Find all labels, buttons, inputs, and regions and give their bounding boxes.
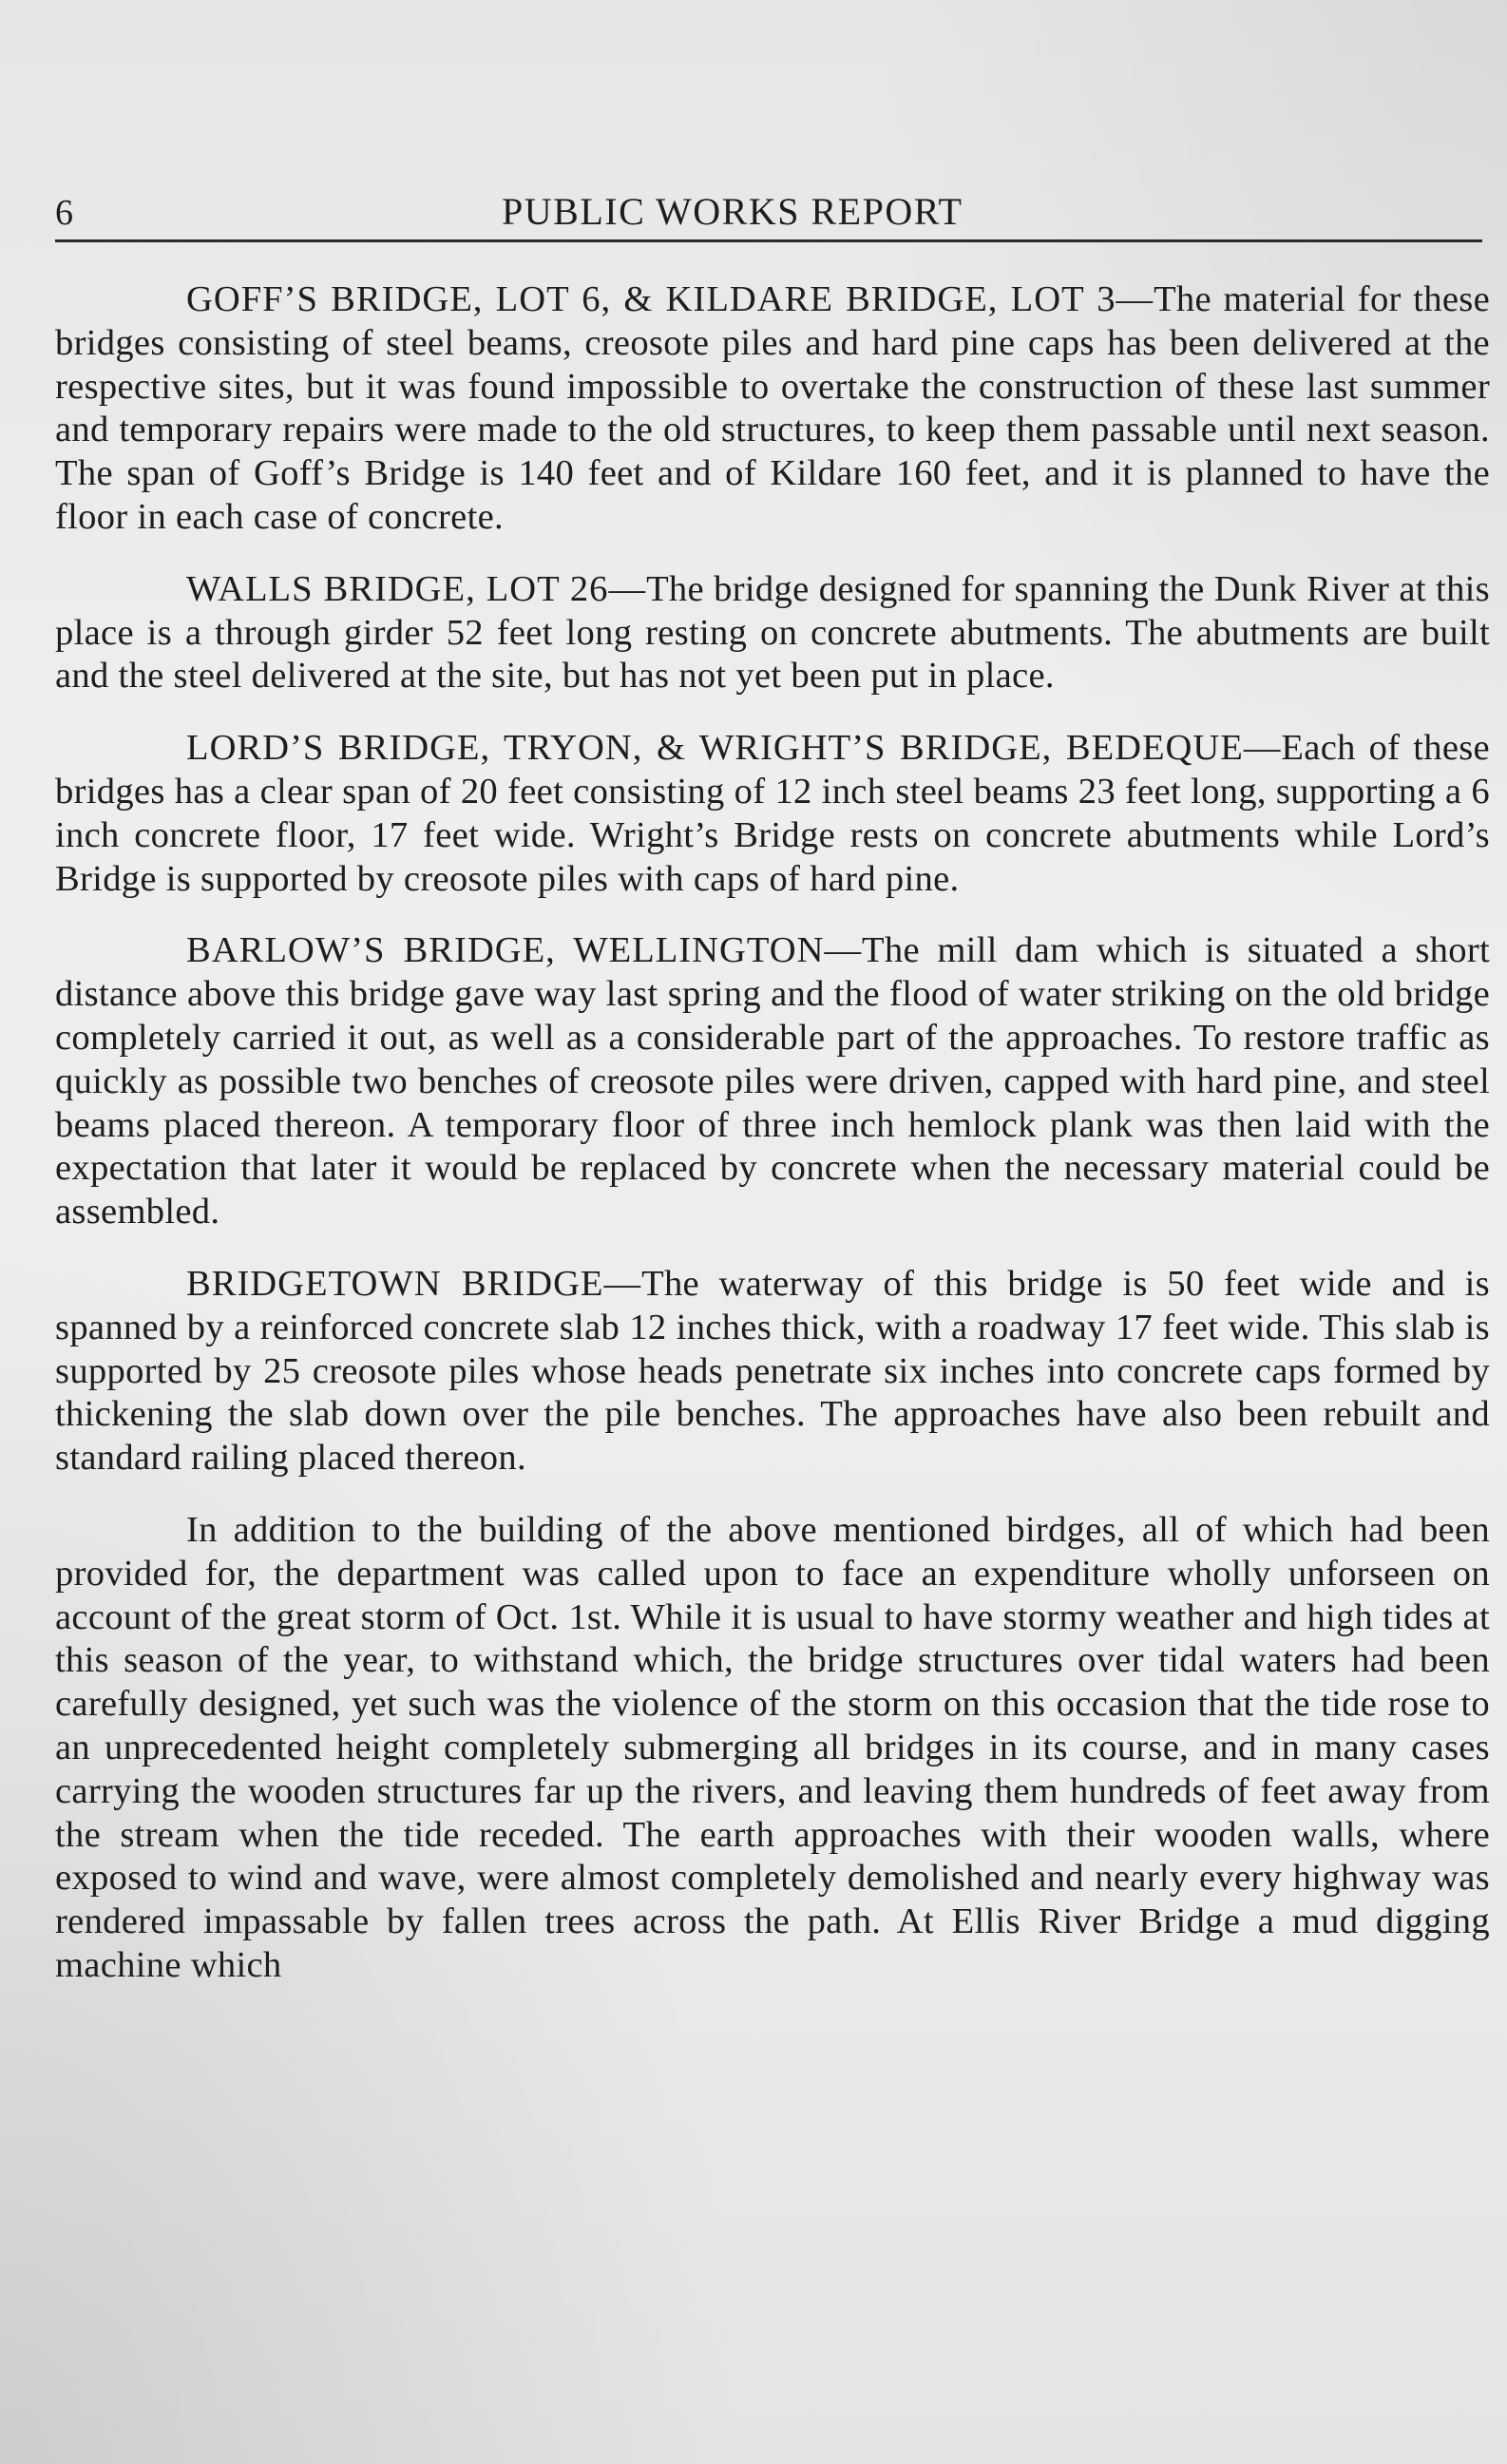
running-title: PUBLIC WORKS REPORT [502, 190, 963, 233]
section-heading: BRIDGETOWN BRIDGE— [186, 1263, 642, 1304]
page-number: 6 [55, 193, 74, 233]
paragraph-text: The bridge designed for spanning the Dunk River at this place is a through girder 52 feet long resting on concrete abutments. The abutments are built and the steel delivered at the site, but has not yet been put in place. [55, 568, 1490, 697]
section-heading: LORD’S BRIDGE, TRYON, & WRIGHT’S BRIDGE, BEDEQUE— [186, 728, 1282, 769]
section-heading: GOFF’S BRIDGE, LOT 6, & KILDARE BRIDGE, LOT 3— [186, 279, 1154, 319]
section-heading: BARLOW’S BRIDGE, WELLINGTON— [186, 930, 863, 971]
paragraph-text: Each of these bridges has a clear span of 20 feet consisting of 12 inch steel beams 23 feet long, supporting a 6 inch concrete floor, 17 feet wide. Wright’s Bridge rests on concrete abutments while Lord’s Bridge is supported by creosote piles with caps of hard pine. [55, 728, 1490, 899]
body-text [55, 278, 1490, 1988]
paragraph-text: The mill dam which is situated a short distance above this bridge gave way last spring and the flood of water striking on the old bridge completely carried it out, as well as a considerable part of the approaches. To restore traffic as quickly as possible two benches of creosote piles were driven, capped with hard pine, and steel beams placed thereon. A temporary floor of three inch hemlock plank was then laid with the expectation that later it would be replaced by concrete when the necessary material could be assembled. [55, 930, 1490, 1232]
paragraph-lords-wrights-bridge [55, 727, 1490, 901]
paragraph-goffs-kildare-bridge [55, 278, 1490, 540]
paragraph-bridgetown-bridge [55, 1263, 1490, 1480]
paragraph-text: In addition to the building of the above mentioned birdges, all of which had been provided for, the department was called upon to face an expenditure wholly unforseen on account of the great storm of Oct. 1st. While it is usual to have stormy weather and high tides at this season of the year, to withstand which, the bridge structures over tidal waters had been carefully designed, yet such was the violence of the storm on this occasion that the tide rose to an unprecedented height completely submerging all bridges in its course, and in many cases carrying the wooden structures far up the rivers, and leaving them hundreds of feet away from the stream when the tide receded. The earth approaches with their wooden walls, where exposed to wind and wave, were almost completely demolished and nearly every highway was rendered impassable by fallen trees across the path. At Ellis River Bridge a mud digging machine which [55, 1509, 1490, 1985]
paragraph-text: The waterway of this bridge is 50 feet wide and is spanned by a reinforced concrete slab 12 inches thick, with a roadway 17 feet wide. This slab is supported by 25 creosote piles whose heads penetrate six inches into concrete caps formed by thickening the slab down over the pile benches. The approaches have also been rebuilt and standard railing placed thereon. [55, 1263, 1490, 1479]
running-header [55, 186, 1482, 242]
paragraph-storm-damage [55, 1509, 1490, 1988]
section-heading: WALLS BRIDGE, LOT 26— [186, 568, 647, 609]
paragraph-barlows-bridge [55, 929, 1490, 1234]
paragraph-walls-bridge [55, 568, 1490, 698]
paragraph-text: The material for these bridges consisting of steel beams, creosote piles and hard pine caps has been delivered at the respective sites, but it was found impossible to overtake the construction of these last summer and temporary repairs were made to the old structures, to keep them passable until next season. The span of Goff’s Bridge is 140 feet and of Kildare 160 feet, and it is planned to have the floor in each case of concrete. [55, 279, 1491, 537]
